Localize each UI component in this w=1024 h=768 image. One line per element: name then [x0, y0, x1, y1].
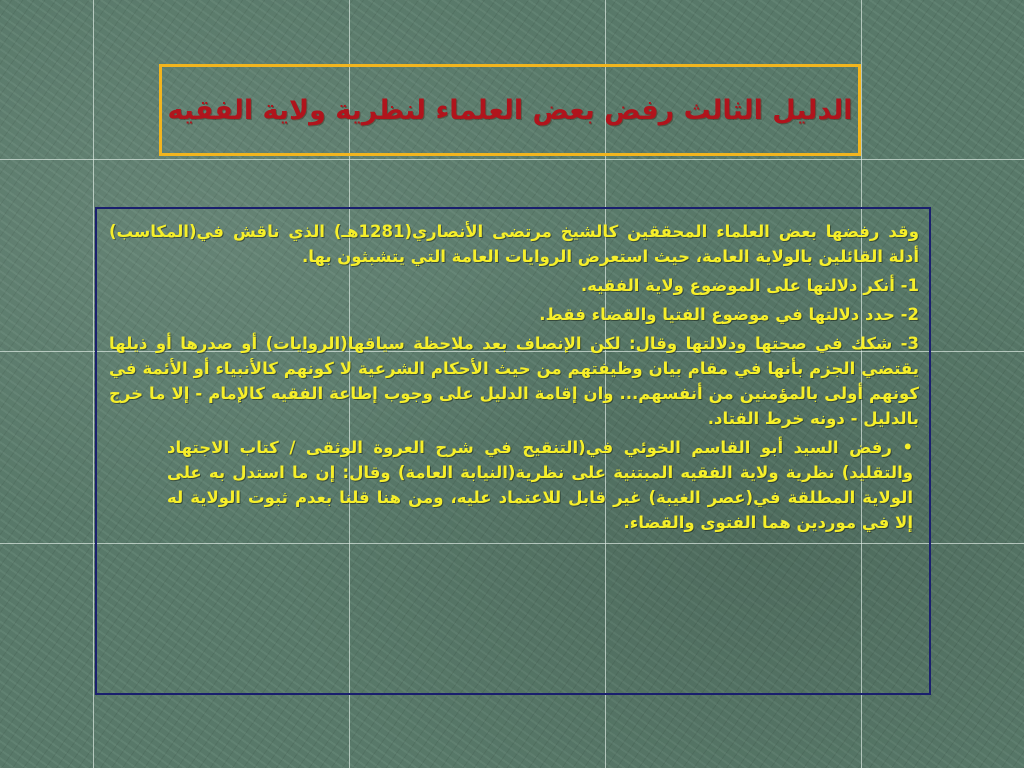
slide-title: الدليل الثالث رفض بعض العلماء لنظرية ولاية الفقيه	[167, 94, 853, 126]
bullet-paragraph: • رفض السيد أبو القاسم الخوئي في(التنقيح في شرح العروة الوثقى / كتاب الاجتهاد والتقليد) نظرية ولاية الفقيه المبتنية على نظرية(النيابة العامة) وقال: إن ما استدل به على الولاية المطلقة في(عصر الغيبة) غير قابل للاعتماد عليه، ومن هنا قلنا بعدم ثبوت الولاية له إلا في موردين هما الفتوى والقضاء.	[167, 438, 913, 532]
point-3: 3- شكك في صحتها ودلالتها وقال: لكن الإنصاف بعد ملاحظة سياقها(الروايات) أو صدرها أو ذيلها يقتضي الجزم بأنها في مقام بيان وظيفتهم من حيث الأحكام الشرعية لا كونهم كالأنبياء أو الأئمة في كونهم أولى بالمؤمنين من أنفسهم... وان إقامة الدليل على وجوب إطاعة الفقيه كالإمام - إلا ما خرج بالدليل - دونه خرط القتاد.	[109, 334, 919, 428]
grid-line-horizontal	[0, 159, 1024, 160]
point-2: 2- حدد دلالتها في موضوع الفتيا والقضاء فقط.	[539, 305, 919, 324]
point-1: 1- أنكر دلالتها على الموضوع ولاية الفقيه.	[580, 276, 919, 295]
intro-paragraph: وقد رفضها بعض العلماء المحققين كالشيخ مرتضى الأنصاري(1281هـ) الذي ناقش في(المكاسب) أدلة القائلين بالولاية العامة، حيث استعرض الروايات العامة التي يتشبثون بها.	[109, 222, 919, 266]
grid-line-vertical	[93, 0, 94, 768]
slide-title-box	[159, 64, 861, 156]
slide-content-box	[95, 207, 931, 695]
